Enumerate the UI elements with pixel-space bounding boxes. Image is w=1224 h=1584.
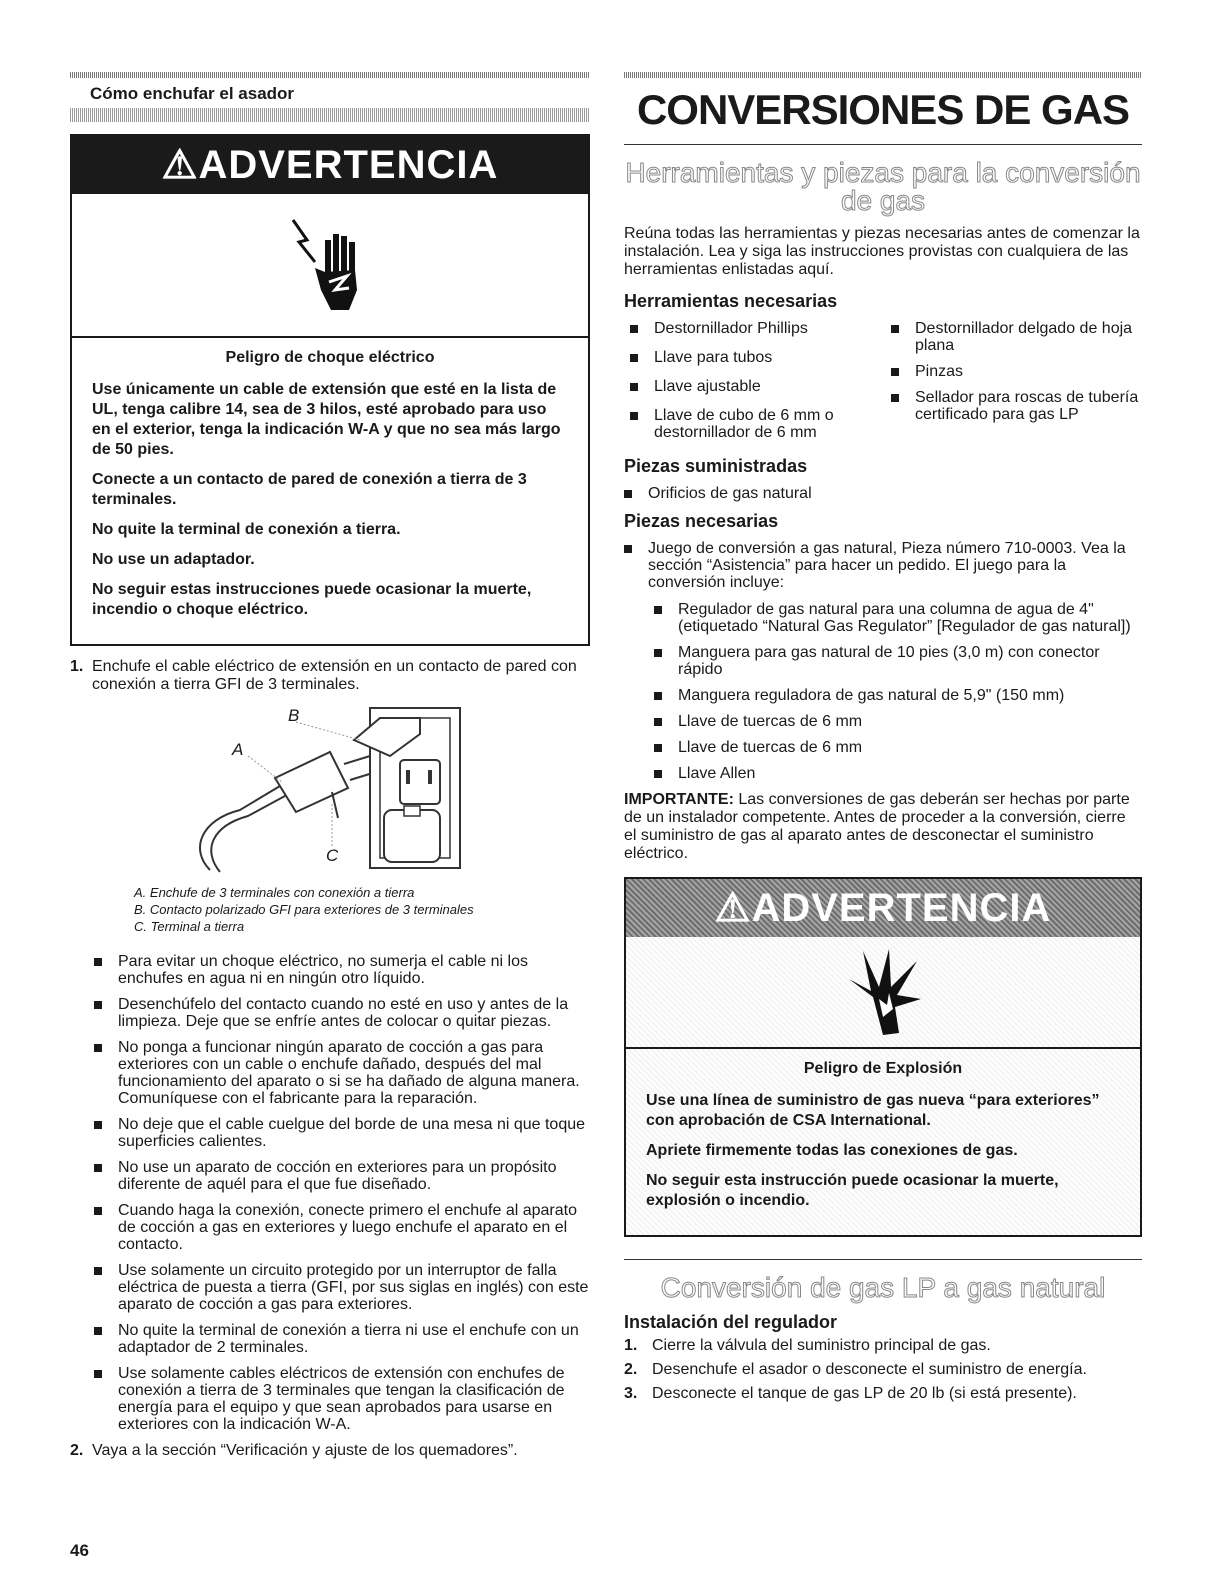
title-rule [624,144,1142,145]
left-column [70,72,590,1466]
bullet-text: Llave ajustable [654,378,761,395]
steps-list [70,658,590,694]
step-text: Cierre la válvula del suministro principal de gas. [652,1337,991,1354]
bullet-text: Cuando haga la conexión, conecte primero el enchufe al aparato de cocción a gas en exteriores y luego enchufe el aparato en el contacto. [118,1202,577,1253]
list-item [94,953,590,987]
step-text: Enchufe el cable eléctrico de extensión en un contacto de pared con conexión a tierra GFI de 3 terminales. [92,658,577,693]
list-item [94,1116,590,1150]
bullet-text: Para evitar un choque eléctrico, no sumerja el cable ni los enchufes en agua ni en ningún otro líquido. [118,953,528,987]
bullet-text: Destornillador Phillips [654,320,808,337]
warning-text [72,338,588,644]
list-item [94,1322,590,1356]
bullet-square-icon [654,718,662,726]
figure-captions [134,884,590,935]
warning-header-label: ADVERTENCIA [198,143,499,187]
list-item [630,349,881,366]
warning-paragraph: No seguir estas instrucciones puede ocasionar la muerte, incendio o choque eléctrico. [92,581,532,618]
warning-paragraph: No use un adaptador. [92,551,255,568]
regulator-heading: Instalación del regulador [624,1312,838,1332]
bullet-square-icon [654,770,662,778]
bullet-text: Pinzas [915,363,964,380]
bullet-text: Use solamente cables eléctricos de extensión con enchufes de conexión a tierra de 3 terminales que tengan la clasificación de energía para el equipo y que sean aprobados para usarse en exteriores con la indicación W-A. [118,1365,565,1433]
bullet-text: Juego de conversión a gas natural, Pieza número 710-0003. Vea la sección “Asistencia” para hacer un pedido. El juego para la conversión incluye: [648,540,1126,591]
list-item [94,1039,590,1107]
step-number: 1. [624,1337,638,1354]
warning-header-label: ADVERTENCIA [751,886,1052,930]
section-title: Cómo enchufar el asador [90,84,295,103]
subtitle-tools-parts: Herramientas y piezas para la conversión de gas [625,157,1141,216]
warning-header [626,879,1140,937]
warning-subtitle: Peligro de choque eléctrico [225,349,435,366]
intro-paragraph: Reúna todas las herramientas y piezas necesarias antes de comenzar la instalación. Lea y siga las instrucciones provistas con cualquiera de las herramientas enlistadas aquí. [624,225,1140,278]
list-item [624,1361,1142,1379]
bullet-square-icon [94,1121,102,1129]
list-item [624,485,1142,502]
kit-contents-list [654,601,1142,782]
plug-outlet-figure [70,700,590,876]
tools-heading: Herramientas necesarias [624,291,838,311]
bullet-square-icon [891,368,899,376]
list-item [94,1262,590,1313]
bullet-text: No quite la terminal de conexión a tierra ni use el enchufe con un adaptador de 2 terminales. [118,1322,579,1356]
list-item [654,644,1142,678]
bullet-square-icon [94,1164,102,1172]
warning-paragraph: Use únicamente un cable de extensión que esté en la lista de UL, tenga calibre 14, sea de 3 hilos, esté aprobado para uso en el exterior, tenga la indicación W-A y que no sea más largo de 50 pies. [92,381,561,458]
bullet-text: Regulador de gas natural para una columna de agua de 4" (etiquetado “Natural Gas Regulator” [Regulador de gas natural]) [678,601,1131,635]
bullet-square-icon [624,545,632,553]
page-number: 46 [70,1541,89,1560]
bullet-text: Llave de tuercas de 6 mm [678,713,863,730]
bullet-text: Use solamente un circuito protegido por un interruptor de falla eléctrica de puesta a tierra (GFI, por sus siglas en inglés) con este aparato de cocción a gas para exteriores. [118,1262,589,1313]
step-text: Desenchufe el asador o desconecte el suministro de energía. [652,1361,1087,1378]
list-item [630,407,881,441]
electric-shock-hand-icon [72,194,588,338]
tools-list-right [891,320,1142,450]
important-paragraph [624,791,1142,863]
list-item [654,687,1142,704]
regulator-steps [624,1337,1142,1403]
bullet-square-icon [654,649,662,657]
step-number: 2. [70,1442,84,1459]
needed-heading: Piezas necesarias [624,511,779,531]
warning-paragraph: Apriete firmemente todas las conexiones de gas. [646,1142,1018,1159]
list-item [891,363,1142,380]
section-underline [70,108,590,122]
list-item [654,739,1142,756]
warning-header [72,136,588,194]
step-number: 2. [624,1361,638,1378]
step-text: Desconecte el tanque de gas LP de 20 lb (si está presente). [652,1385,1077,1402]
bullet-text: No ponga a funcionar ningún aparato de cocción a gas para exteriores con un cable o enchufe dañado, después del mal funcionamiento del aparato o si se ha dañado de alguna manera. Comuníquese con el fabricante para la reparación. [118,1039,580,1107]
warning-paragraph: No seguir esta instrucción puede ocasionar la muerte, explosión o incendio. [646,1172,1059,1209]
bullet-text: Llave de cubo de 6 mm o destornillador de 6 mm [654,407,834,441]
bullet-square-icon [630,412,638,420]
bullet-square-icon [94,1327,102,1335]
right-column [624,72,1142,1409]
list-item [624,1337,1142,1355]
bullet-square-icon [94,1001,102,1009]
list-item [94,996,590,1030]
list-item [891,389,1142,423]
warning-triangle-icon: ⚠ [714,886,752,930]
bullet-square-icon [654,692,662,700]
list-item [624,1385,1142,1403]
list-item [891,320,1142,354]
bullet-text: Llave Allen [678,765,756,782]
important-text: Las conversiones de gas deberán ser hechas por parte de un instalador competente. Antes de proceder a la conversión, cierre el suministro de gas al aparato antes de desconectar el suministro eléctrico. [624,791,1130,862]
list-item [94,1365,590,1433]
step-number: 1. [70,658,84,675]
list-item [94,1159,590,1193]
supplied-heading: Piezas suministradas [624,456,808,476]
bullet-square-icon [94,1207,102,1215]
warning-triangle-icon: ⚠ [161,143,199,187]
subtitle-lp-conversion: Conversión de gas LP a gas natural [660,1272,1106,1303]
caption: B. Contacto polarizado GFI para exteriores de 3 terminales [134,902,474,917]
warning-paragraph: No quite la terminal de conexión a tierra. [92,521,401,538]
bullet-text: Manguera reguladora de gas natural de 5,9" (150 mm) [678,687,1065,704]
section-rule [624,1259,1142,1260]
bullet-square-icon [94,1370,102,1378]
list-item [654,765,1142,782]
list-item [94,1202,590,1253]
warning-paragraph: Use una línea de suministro de gas nueva “para exteriores” con aprobación de CSA International. [646,1092,1100,1129]
bullet-text: Llave de tuercas de 6 mm [678,739,863,756]
top-hatch-rule [70,72,590,78]
step-text: Vaya a la sección “Verificación y ajuste de los quemadores”. [92,1442,518,1459]
bullet-square-icon [654,606,662,614]
warning-paragraph: Conecte a un contacto de pared de conexión a tierra de 3 terminales. [92,471,527,508]
page-title: CONVERSIONES DE GAS [636,86,1130,133]
caption: A. Enchufe de 3 terminales con conexión a tierra [134,885,415,900]
warning-text [626,1049,1140,1235]
warning-subtitle: Peligro de Explosión [803,1060,963,1077]
bullet-square-icon [624,490,632,498]
bullet-text: No use un aparato de cocción en exteriores para un propósito diferente de aquél para el que fue diseñado. [118,1159,557,1193]
step-number: 3. [624,1385,638,1402]
list-item [654,601,1142,635]
bullet-text: Sellador para roscas de tubería certificado para gas LP [915,389,1139,423]
bullet-square-icon [891,325,899,333]
bullet-square-icon [94,1267,102,1275]
bullet-square-icon [630,325,638,333]
bullet-square-icon [630,354,638,362]
important-label: IMPORTANTE: [624,791,734,808]
bullet-text: Manguera para gas natural de 10 pies (3,0 m) con conector rápido [678,644,1100,678]
figure-label-c: C [326,846,339,865]
bullet-text: Desenchúfelo del contacto cuando no esté en uso y antes de la limpieza. Deje que se enfríe antes de colocar o quitar piezas. [118,996,569,1030]
electric-warning-box [70,134,590,646]
list-item [70,658,590,694]
list-item [630,320,881,337]
bullet-text: Orificios de gas natural [648,485,812,502]
explosion-icon [626,937,1140,1049]
figure-label-b: B [288,706,300,725]
bullet-text: Llave para tubos [654,349,773,366]
needed-list [624,540,1142,591]
safety-bullets [94,953,590,1433]
bullet-text: No deje que el cable cuelgue del borde de una mesa ni que toque superficies calientes. [118,1116,586,1150]
caption: C. Terminal a tierra [134,919,245,934]
tools-list-left [630,320,881,450]
supplied-list [624,485,1142,502]
bullet-square-icon [94,958,102,966]
steps-list-2 [70,1442,590,1460]
list-item [630,378,881,395]
explosion-warning-box [624,877,1142,1237]
top-hatch-rule [624,72,1142,78]
bullet-square-icon [94,1044,102,1052]
bullet-square-icon [891,394,899,402]
bullet-text: Destornillador delgado de hoja plana [915,320,1133,354]
bullet-square-icon [630,383,638,391]
list-item [624,540,1142,591]
list-item [70,1442,590,1460]
bullet-square-icon [654,744,662,752]
list-item [654,713,1142,730]
figure-label-a: A [232,740,244,759]
tools-columns [624,320,1142,450]
